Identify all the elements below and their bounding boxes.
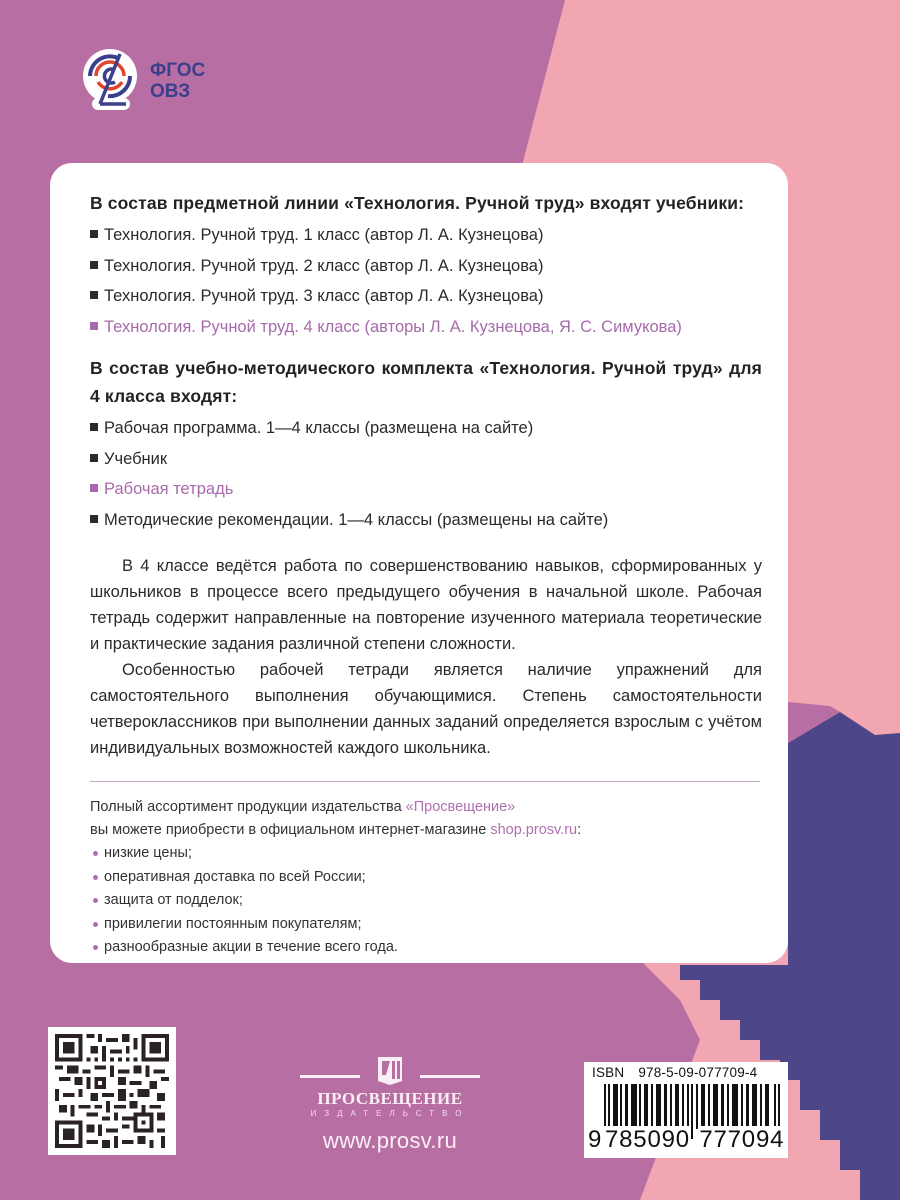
kit-item: [90, 505, 762, 536]
square-bullet-icon: [90, 454, 98, 462]
shop-benefits-list: [90, 842, 762, 960]
textbooks-section: [90, 189, 762, 342]
isbn-number: 978-5-09-077709-4: [638, 1065, 758, 1080]
benefit-item: низкие цены;: [90, 842, 762, 866]
textbook-item-current: [90, 312, 762, 343]
square-bullet-icon: [90, 484, 98, 492]
description-paragraph: В 4 классе ведётся работа по совершенствованию навыков, сформированных у школьников в процессе всего предыдущего обучения в начальной школе. Рабочая тетрадь содержит направленные на повторение изученного материала теоретические и практические задания различной степени сложности.: [90, 557, 762, 653]
kit-section: [90, 354, 762, 535]
benefit-item: привилегии постоянным покупателям;: [90, 913, 762, 937]
textbook-item-label: Технология. Ручной труд. 4 класс (авторы Л. А. Кузнецова, Я. С. Симукова): [104, 317, 682, 336]
square-bullet-icon: [90, 291, 98, 299]
benefit-item: защита от подделок;: [90, 889, 762, 913]
shop-intro-text: Полный ассортимент продукции издательства: [90, 799, 406, 815]
publisher-name: ПРОСВЕЩЕНИЕ: [317, 1089, 463, 1108]
barcode-digit-group: 785090: [605, 1126, 690, 1153]
divider: [90, 781, 760, 782]
publisher-name-highlight: «Просвещение»: [405, 799, 516, 815]
fgos-emblem-icon: [78, 48, 142, 112]
fgos-badge-line2: ОВЗ: [150, 81, 191, 102]
isbn-prefix: ISBN: [592, 1065, 625, 1080]
square-bullet-icon: [90, 423, 98, 431]
square-bullet-icon: [90, 230, 98, 238]
kit-item: [90, 413, 762, 444]
qr-code-icon: [55, 1034, 169, 1148]
square-bullet-icon: [90, 515, 98, 523]
isbn-barcode: [584, 1062, 788, 1158]
kit-item-label: Рабочая тетрадь: [104, 480, 234, 498]
kit-item-label: Учебник: [104, 449, 168, 468]
publisher-logo: [300, 1055, 480, 1154]
kit-item-label: Методические рекомендации. 1—4 классы (размещены на сайте): [104, 510, 609, 529]
kit-list: [90, 413, 762, 535]
barcode-digits: [588, 1126, 785, 1154]
isbn-label: [592, 1065, 780, 1080]
description-paragraph: Особенностью рабочей тетради является наличие упражнений для самостоятельного выполнения обучающимися. Степень самостоятельности четвероклассников при выполнении данных заданий определяется взрослым с учётом индивидуальных возможностей каждого школьника.: [90, 661, 762, 757]
publisher-divider-lines: [300, 1075, 480, 1083]
qr-code[interactable]: [48, 1027, 176, 1155]
publisher-subtitle: ИЗДАТЕЛЬСТВО: [310, 1109, 470, 1118]
textbooks-heading: В состав предметной линии «Технология. Ручной труд» входят учебники:: [90, 193, 745, 213]
kit-item-label: Рабочая программа. 1—4 классы (размещена на сайте): [104, 419, 534, 437]
shop-intro-text: вы можете приобрести в официальном интернет-магазине: [90, 822, 491, 838]
shop-intro: [90, 796, 762, 842]
shop-link[interactable]: shop.prosv.ru: [490, 822, 578, 838]
square-bullet-icon: [90, 322, 98, 330]
kit-item-current: [90, 474, 762, 505]
info-card: [50, 163, 788, 963]
fgos-badge-line1: ФГОС: [150, 60, 206, 81]
publisher-website[interactable]: www.prosv.ru: [323, 1128, 457, 1153]
benefit-item: разнообразные акции в течение всего года.: [90, 936, 762, 960]
barcode-digit-first: 9: [588, 1126, 603, 1153]
textbook-item: [90, 281, 762, 312]
textbook-item: [90, 220, 762, 251]
barcode-digit-group: 777094: [699, 1126, 785, 1153]
benefit-item: оперативная доставка по всей России;: [90, 866, 762, 890]
textbook-item-label: Технология. Ручной труд. 3 класс (автор Л. А. Кузнецова): [104, 287, 544, 305]
textbooks-list: [90, 220, 762, 342]
textbook-item-label: Технология. Ручной труд. 1 класс (автор Л. А. Кузнецова): [104, 226, 544, 244]
textbook-item-label: Технология. Ручной труд. 2 класс (автор Л. А. Кузнецова): [104, 256, 544, 275]
square-bullet-icon: [90, 261, 98, 269]
kit-item: [90, 444, 762, 475]
description: [90, 553, 762, 761]
shop-intro-end: :: [577, 822, 582, 838]
kit-heading: В состав учебно-методического комплекта «Технология. Ручной труд» для 4 класса входят:: [90, 358, 762, 406]
textbook-item: [90, 251, 762, 282]
fgos-badge: [150, 60, 205, 102]
